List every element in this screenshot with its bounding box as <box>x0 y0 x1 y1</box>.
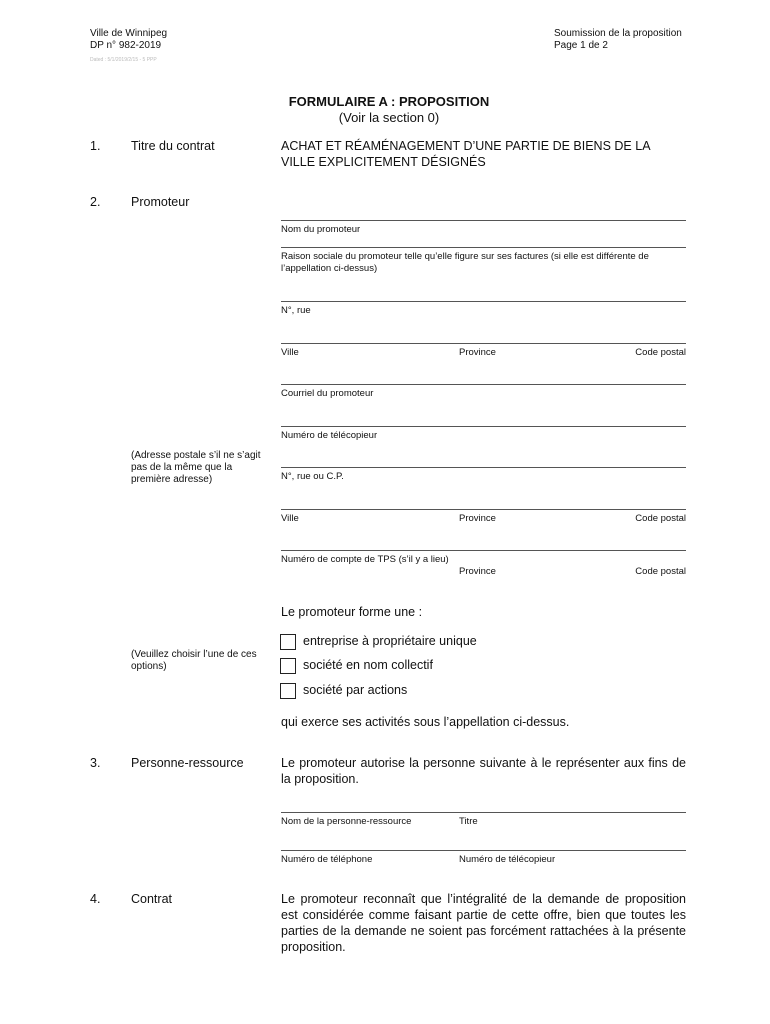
partnership-label: société en nom collectif <box>303 658 433 672</box>
mailing-city-line[interactable] <box>281 509 686 510</box>
mailing-note-2: pas de la même que la <box>131 462 233 473</box>
gst-postal-label: Code postal <box>635 566 686 577</box>
sole-proprietor-checkbox[interactable] <box>280 634 296 650</box>
mailing-note-3: première adresse) <box>131 474 213 485</box>
legal-name-label-2: l’appellation ci-dessus) <box>281 263 378 274</box>
form-subtitle: (Voir la section 0) <box>338 110 440 125</box>
section-2-number: 2. <box>90 195 101 209</box>
section-3-label: Personne-ressource <box>131 756 244 770</box>
corporation-checkbox[interactable] <box>280 683 296 699</box>
province-label: Province <box>459 347 496 358</box>
contact-fax-label: Numéro de télécopieur <box>459 854 556 865</box>
form-title: FORMULAIRE A : PROPOSITION <box>288 94 490 109</box>
promoter-forms-text: Le promoteur forme une : <box>281 605 423 619</box>
section-4-label: Contrat <box>131 892 172 906</box>
contract-title-line2: VILLE EXPLICITEMENT DÉSIGNÉS <box>281 155 486 169</box>
email-label: Courriel du promoteur <box>281 388 374 399</box>
fax-label: Numéro de télécopieur <box>281 430 378 441</box>
street-label: N°, rue <box>281 305 311 316</box>
mailing-street-line[interactable] <box>281 467 686 468</box>
contract-text-3: parties de la demande ne soient pas forcément rattachées à la présente <box>281 924 686 938</box>
section-3-number: 3. <box>90 756 101 770</box>
partnership-checkbox[interactable] <box>280 658 296 674</box>
promoter-name-line[interactable] <box>281 220 686 221</box>
date-stamp: Dated : 5/1/2019/2/15 - 5 PPP <box>90 57 157 63</box>
mailing-province-label: Province <box>459 513 496 524</box>
email-line[interactable] <box>281 384 686 385</box>
contact-phone-line[interactable] <box>281 850 686 851</box>
section-2-label: Promoteur <box>131 195 190 209</box>
legal-name-line[interactable] <box>281 247 686 248</box>
contract-text-4: proposition. <box>281 940 346 954</box>
gst-label: Numéro de compte de TPS (s’il y a lieu) <box>281 554 449 565</box>
choose-note-1: (Veuillez choisir l’une de ces <box>131 649 257 660</box>
mailing-street-label: N°, rue ou C.P. <box>281 471 344 482</box>
choose-note-2: options) <box>131 661 167 672</box>
contract-text-2: est considérée comme faisant partie de cette offre, bien que toutes les <box>281 908 686 922</box>
sole-proprietor-label: entreprise à propriétaire unique <box>303 634 477 648</box>
section-4-number: 4. <box>90 892 101 906</box>
dp-number: DP n° 982-2019 <box>90 40 162 51</box>
contact-text-2: la proposition. <box>281 772 359 786</box>
contact-phone-label: Numéro de téléphone <box>281 854 373 865</box>
contact-name-label: Nom de la personne-ressource <box>281 816 412 827</box>
street-line[interactable] <box>281 301 686 302</box>
contact-title-label: Titre <box>459 816 478 827</box>
contact-name-line[interactable] <box>281 812 686 813</box>
mailing-note-1: (Adresse postale s’il ne s’agit <box>131 450 261 461</box>
section-1-label: Titre du contrat <box>131 139 215 153</box>
promoter-name-label: Nom du promoteur <box>281 224 361 235</box>
mailing-postal-label: Code postal <box>635 513 686 524</box>
legal-name-label-1: Raison sociale du promoteur telle qu’elle figure sur ses factures (si elle est différente de <box>281 251 649 262</box>
gst-province-label: Province <box>459 566 496 577</box>
contract-text-1: Le promoteur reconnaît que l’intégralité de la demande de proposition <box>281 892 686 906</box>
gst-line[interactable] <box>281 550 686 551</box>
contract-title-line1: ACHAT ET RÉAMÉNAGEMENT D’UNE PARTIE DE BIENS DE LA <box>281 139 651 153</box>
section-1-number: 1. <box>90 139 101 153</box>
city-line[interactable] <box>281 343 686 344</box>
doc-title-header: Soumission de la proposition <box>554 28 682 39</box>
city-header: Ville de Winnipeg <box>90 28 168 39</box>
postal-label: Code postal <box>635 347 686 358</box>
exercise-text: qui exerce ses activités sous l’appellation ci-dessus. <box>281 715 570 729</box>
corporation-label: société par actions <box>303 683 408 697</box>
city-label: Ville <box>281 347 299 358</box>
contact-text-1: Le promoteur autorise la personne suivante à le représenter aux fins de <box>281 756 686 770</box>
page-number: Page 1 de 2 <box>554 40 608 51</box>
mailing-city-label: Ville <box>281 513 299 524</box>
fax-line[interactable] <box>281 426 686 427</box>
